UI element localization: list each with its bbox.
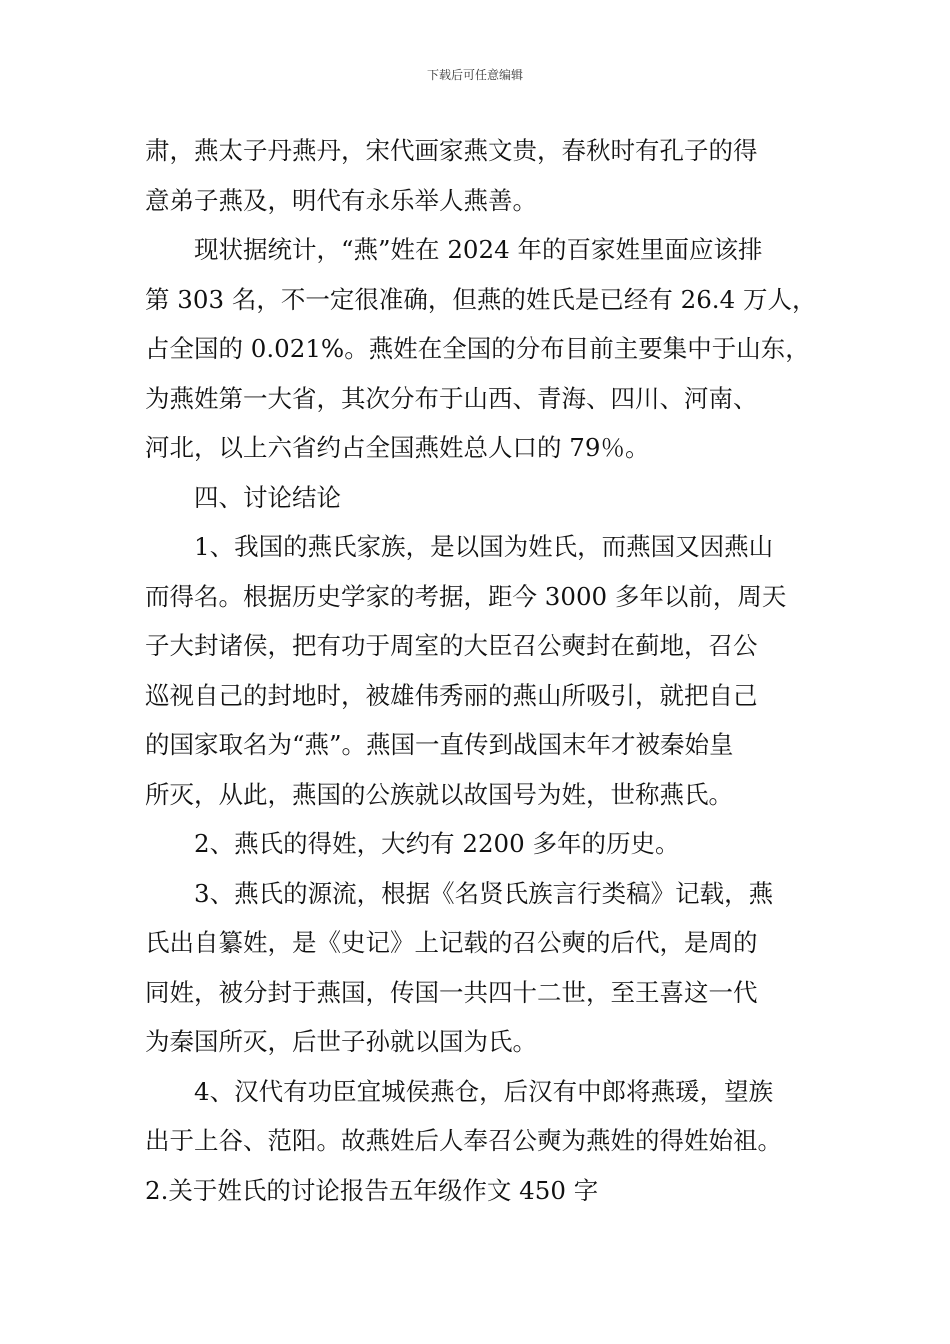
paragraph-statistics: 现状据统计，“燕”姓在 2024 年的百家姓里面应该排 — [194, 235, 763, 264]
next-article-title: 2.关于姓氏的讨论报告五年级作文 450 字 — [145, 1175, 599, 1205]
text-line: 氏出自纂姓，是《史记》上记载的召公奭的后代，是周的 — [145, 928, 758, 957]
text-line: 肃，燕太子丹燕丹，宋代画家燕文贵，春秋时有孔子的得 — [145, 136, 758, 165]
text-line: 而得名。根据历史学家的考据，距今 3000 多年以前，周天 — [145, 581, 787, 611]
document-body — [145, 126, 825, 1215]
text-line: 为燕姓第一大省，其次分布于山西、青海、四川、河南、 — [145, 383, 758, 413]
text-line: 同姓，被分封于燕国，传国一共四十二世，至王喜这一代 — [145, 977, 758, 1007]
text-line: 出于上谷、范阳。故燕姓后人奉召公奭为燕姓的得姓始祖。 — [145, 1126, 782, 1155]
paragraph-conclusion-1: 1、我国的燕氏家族，是以国为姓氏，而燕国又因燕山 — [194, 532, 774, 561]
paragraph-conclusion-4: 4、汉代有功臣宜城侯燕仓，后汉有中郎将燕瑗，望族 — [194, 1076, 774, 1106]
text-line: 占全国的 0.021%。燕姓在全国的分布目前主要集中于山东， — [145, 334, 810, 363]
paragraph-conclusion-2: 2、燕氏的得姓，大约有 2200 多年的历史。 — [194, 829, 680, 858]
text-line: 所灭，从此，燕国的公族就以故国号为姓，世称燕氏。 — [145, 779, 733, 809]
section-heading: 四、讨论结论 — [194, 482, 341, 512]
text-line: 子大封诸侯，把有功于周室的大臣召公奭封在蓟地，召公 — [145, 631, 758, 660]
text-line: 河北，以上六省约占全国燕姓总人口的 79％。 — [145, 433, 650, 462]
page-header: 下载后可任意编辑 — [426, 68, 523, 82]
text-line: 为秦国所灭，后世子孙就以国为氏。 — [145, 1027, 537, 1056]
paragraph-conclusion-3: 3、燕氏的源流，根据《名贤氏族言行类稿》记载，燕 — [194, 878, 774, 908]
text-line: 巡视自己的封地时，被雄伟秀丽的燕山所吸引，就把自己 — [145, 680, 758, 710]
text-line: 的国家取名为“燕”。燕国一直传到战国末年才被秦始皇 — [145, 730, 734, 759]
text-line: 第 303 名，不一定很准确，但燕的姓氏是已经有 26.4 万人， — [145, 284, 817, 314]
text-line: 意弟子燕及，明代有永乐举人燕善。 — [145, 185, 537, 215]
